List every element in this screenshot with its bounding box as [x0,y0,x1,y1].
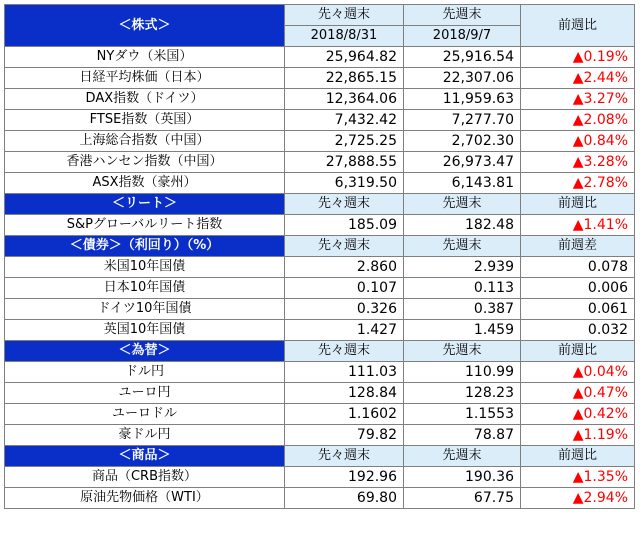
commodities-col-prev2: 先々週末 [285,446,404,467]
value-change: ▲2.94% [521,488,635,509]
commodities-header-row [5,446,635,467]
row-label: 豪ドル円 [5,425,285,446]
value-change: ▲2.08% [521,110,635,131]
row-label: DAX指数（ドイツ） [5,89,285,110]
value-prev2: 27,888.55 [285,152,404,173]
bonds-section-title: ＜債券＞（利回り）（%） [5,236,285,257]
table-row [5,320,635,341]
value-change: 0.061 [521,299,635,320]
row-label: FTSE指数（英国） [5,110,285,131]
value-prev: 110.99 [404,362,521,383]
value-prev: 11,959.63 [404,89,521,110]
table-row [5,467,635,488]
table-row [5,404,635,425]
fx-section-title: ＜為替＞ [5,341,285,362]
value-prev: 67.75 [404,488,521,509]
value-prev2: 185.09 [285,215,404,236]
row-label: NYダウ（米国） [5,47,285,68]
bonds-col-change: 前週差 [521,236,635,257]
value-prev2: 7,432.42 [285,110,404,131]
table-row [5,68,635,89]
value-change: ▲1.19% [521,425,635,446]
reit-col-prev: 先週末 [404,194,521,215]
value-change: ▲0.47% [521,383,635,404]
value-prev: 2,702.30 [404,131,521,152]
value-prev2: 22,865.15 [285,68,404,89]
value-prev: 7,277.70 [404,110,521,131]
row-label: 米国10年国債 [5,257,285,278]
value-prev2: 2.860 [285,257,404,278]
value-change: ▲0.04% [521,362,635,383]
value-prev2: 6,319.50 [285,173,404,194]
bonds-rows [5,257,635,341]
row-label: 原油先物価格（WTI） [5,488,285,509]
row-label: 日本10年国債 [5,278,285,299]
market-summary-table-wrapper [4,4,635,509]
table-row [5,110,635,131]
value-prev: 26,973.47 [404,152,521,173]
value-prev2: 1.427 [285,320,404,341]
value-prev: 78.87 [404,425,521,446]
stocks-col-prev2: 先々週末 [285,5,404,26]
stocks-col-change: 前週比 [521,5,635,47]
value-change: ▲1.41% [521,215,635,236]
fx-col-prev2: 先々週末 [285,341,404,362]
value-prev: 25,916.54 [404,47,521,68]
table-row [5,278,635,299]
table-row [5,89,635,110]
reit-header-row [5,194,635,215]
table-row [5,362,635,383]
value-prev: 0.387 [404,299,521,320]
value-prev: 182.48 [404,215,521,236]
stocks-header-row-1 [5,5,635,26]
value-change: 0.032 [521,320,635,341]
fx-rows [5,362,635,446]
commodities-col-prev: 先週末 [404,446,521,467]
table-row [5,215,635,236]
reit-rows [5,215,635,236]
fx-col-change: 前週比 [521,341,635,362]
value-change: ▲1.35% [521,467,635,488]
row-label: 英国10年国債 [5,320,285,341]
value-prev2: 192.96 [285,467,404,488]
row-label: S&Pグローバルリート指数 [5,215,285,236]
stocks-date-prev2: 2018/8/31 [285,26,404,47]
value-change: ▲3.28% [521,152,635,173]
fx-header-row [5,341,635,362]
commodities-section-title: ＜商品＞ [5,446,285,467]
value-prev: 128.23 [404,383,521,404]
value-prev: 22,307.06 [404,68,521,89]
value-change: 0.078 [521,257,635,278]
row-label: ASX指数（豪州） [5,173,285,194]
commodities-rows [5,467,635,509]
row-label: ドル円 [5,362,285,383]
table-row [5,173,635,194]
table-row [5,299,635,320]
row-label: 商品（CRB指数） [5,467,285,488]
bonds-header-row [5,236,635,257]
table-row [5,425,635,446]
value-prev2: 1.1602 [285,404,404,425]
market-summary-table [4,4,635,509]
table-row [5,488,635,509]
value-change: ▲0.84% [521,131,635,152]
value-change: 0.006 [521,278,635,299]
bonds-col-prev: 先週末 [404,236,521,257]
value-prev: 0.113 [404,278,521,299]
value-prev2: 69.80 [285,488,404,509]
reit-section-title: ＜リート＞ [5,194,285,215]
commodities-col-change: 前週比 [521,446,635,467]
value-prev2: 12,364.06 [285,89,404,110]
row-label: 日経平均株価（日本） [5,68,285,89]
value-prev2: 25,964.82 [285,47,404,68]
stocks-section-title: ＜株式＞ [5,5,285,47]
row-label: ユーロドル [5,404,285,425]
value-change: ▲2.78% [521,173,635,194]
table-row [5,152,635,173]
value-prev: 1.459 [404,320,521,341]
reit-col-change: 前週比 [521,194,635,215]
value-change: ▲0.19% [521,47,635,68]
reit-col-prev2: 先々週末 [285,194,404,215]
table-row [5,383,635,404]
row-label: 香港ハンセン指数（中国） [5,152,285,173]
row-label: ユーロ円 [5,383,285,404]
value-prev2: 0.107 [285,278,404,299]
stocks-date-prev: 2018/9/7 [404,26,521,47]
value-prev: 6,143.81 [404,173,521,194]
value-prev: 2.939 [404,257,521,278]
value-change: ▲0.42% [521,404,635,425]
fx-col-prev: 先週末 [404,341,521,362]
row-label: 上海総合指数（中国） [5,131,285,152]
value-prev: 190.36 [404,467,521,488]
table-row [5,47,635,68]
value-prev2: 79.82 [285,425,404,446]
table-row [5,257,635,278]
value-prev2: 2,725.25 [285,131,404,152]
table-row [5,131,635,152]
row-label: ドイツ10年国債 [5,299,285,320]
value-prev2: 111.03 [285,362,404,383]
value-change: ▲3.27% [521,89,635,110]
stocks-rows [5,47,635,194]
value-change: ▲2.44% [521,68,635,89]
value-prev: 1.1553 [404,404,521,425]
value-prev2: 128.84 [285,383,404,404]
stocks-col-prev: 先週末 [404,5,521,26]
value-prev2: 0.326 [285,299,404,320]
bonds-col-prev2: 先々週末 [285,236,404,257]
